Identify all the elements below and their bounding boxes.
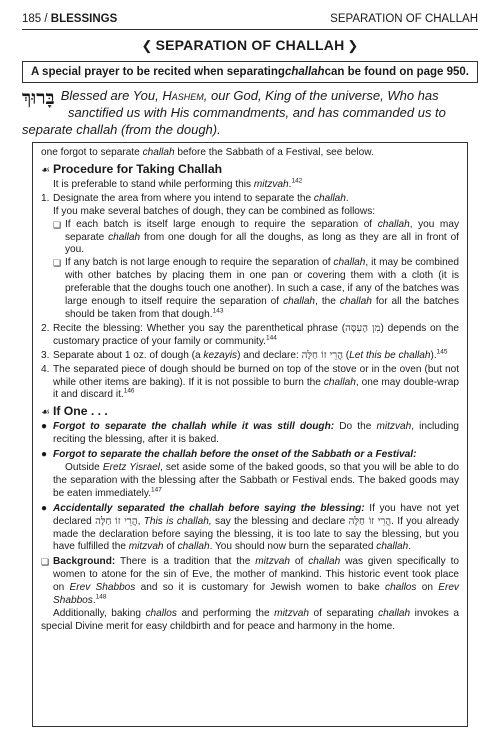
checkbox-square-icon: ❏ [41, 557, 50, 568]
procedure-intro: It is preferable to stand while performing this mitzvah.$^{142}$ [53, 177, 303, 190]
if-one-heading: ☙ If One . . . [41, 404, 108, 419]
bullet-icon: ● [41, 502, 48, 514]
flourish-icon: ☙ [41, 164, 50, 176]
section-title-text: SEPARATION OF CHALLAH [155, 37, 345, 53]
procedure-steps [41, 193, 459, 403]
step-3: 3. Separate about 1 oz. of dough (a kezayis) and declare: הֲרֵי זוֹ חַלָּה (Let this be challah).$^{145}$ [41, 348, 448, 361]
header-rule [22, 29, 478, 30]
flourish-icon: ☙ [41, 407, 50, 419]
checkbox-square-icon: ❏ [53, 258, 62, 269]
blessing-line-2: sanctified us with His commandments, and has commanded us to [68, 105, 446, 120]
ornament-right-icon: ❯ [347, 38, 359, 53]
step-1: 1. Designate the area from where you intend to separate the challah. If you make several batches of dough, they can be combined as follows: ❏ If each batch is itself large enough to require the separation of challah, you may separate challah from one dough for all the doughs, as long as they are all in front of you. ❏ If any batch is not large enough to require the separation of challah, it may be combined with other batches by placing them in one pan or covering them with a cloth (it is preferable that the doughs touch one another). In such a case, if any of the batches was large enough to itself require the separation of challah, the challah for all the batches should be taken from that dough.$^{143}$ [41, 192, 460, 320]
step-1-option-b: ❏ If any batch is not large enough to require the separation of challah, it may be combined with other batches by placing them in one pan or covering them with a cloth (it is preferable that the doughs touch one another). In such a case, if any of the batches was large enough to itself require the separation of challah, the challah for all the batches should be taken from that dough.$^{143}$ [53, 257, 459, 320]
section-title [22, 37, 478, 57]
step-2: 2. Recite the blessing: Whether you say the parenthetical phrase (מִן הָעִסָּה) depends on the customary practice of your family or community.$^{144}$ [41, 322, 460, 347]
bullet-icon: ● [41, 449, 48, 461]
final-paragraph: Additionally, baking challos and performing the mitzvah of separating challah invokes a special Divine merit for easy childbirth and for peace and harmony in the home. [41, 608, 459, 632]
page-number: 185 [22, 13, 42, 25]
procedure-heading: ☙ Procedure for Taking Challah [41, 161, 223, 176]
blessing-line-1: Blessed are You, Hashem, our God, King of the universe, Who has [60, 88, 439, 103]
blessing-line-3: separate challah (from the dough). [22, 122, 221, 137]
blessing-text [22, 87, 478, 138]
blessing-hebrew-word: בָּרוּךְ [22, 87, 55, 109]
book-section: BLESSINGS [50, 13, 118, 25]
bullet-accidental: ● Accidentally separated the challah before saying the blessing: If you have not yet declared הֲרֵי זוֹ חַלָּה, This is challah, say the blessing and declare הֲרֵי זוֹ חַלָּה. If you already made the declaration before saying the blessing, it is too late to say the blessing, but you have fulfilled the mitzvah of challah. You should now burn the separated challah. [41, 502, 460, 553]
background-note: ❏ Background: There is a tradition that the mitzvah of challah was given specifically to women to atone for the sin of Eve, the mother of mankind. This historic event took place on Erev Shabbos and so it is customary for Jewish women to bake challos on Erev Shabbos.$^{148}$ [41, 556, 460, 607]
page-separator: / [44, 13, 48, 25]
bullet-icon: ● [41, 421, 48, 433]
running-head [22, 11, 478, 27]
special-prayer-note: A special prayer to be recited when separating challah can be found on page 950. [22, 61, 478, 83]
step-4: 4. The separated piece of dough should be burned on top of the stove or in the oven (but not while other items are baking). If it is not possible to burn the challah, one may double-wrap it and discard it.$^{146}$ [41, 363, 459, 401]
bullet-forgot-sabbath: ● Forgot to separate the challah before the onset of the Sabbath or a Festival: Outside Eretz Yisrael, set aside some of the baked goods, so that you will be able to do the separation with the blessing after the Sabbath or Festival ends. The baked goods may be eaten immediately.$^{147}$ [41, 449, 459, 499]
ornament-left-icon: ❮ [141, 38, 153, 53]
laws-box [32, 142, 468, 727]
step-1-option-a: ❏ If each batch is itself large enough to require the separation of challah, you may separate challah from one dough for all the doughs, as long as they are all in front of you. [53, 218, 460, 256]
running-head-right: SEPARATION OF CHALLAH [330, 13, 478, 25]
laws-intro: one forgot to separate challah before the Sabbath of a Festival, see below. [41, 147, 374, 158]
checkbox-square-icon: ❏ [53, 219, 62, 230]
bullet-forgot-dough: ● Forgot to separate the challah while it was still dough: Do the mitzvah, including reciting the blessing, after it is baked. [41, 421, 459, 446]
running-head-left [22, 13, 117, 25]
